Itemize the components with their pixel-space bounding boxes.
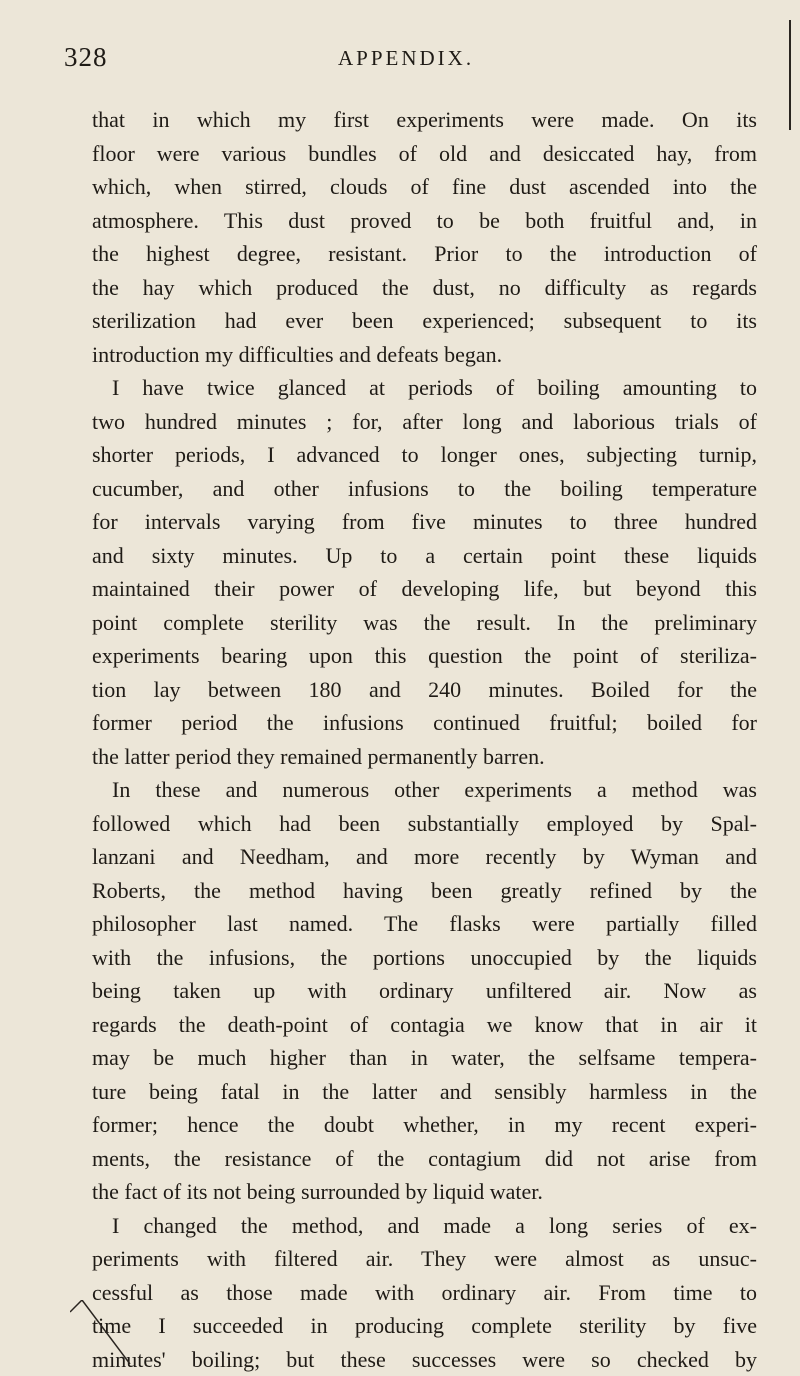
text-line: philosopher last named. The flasks were partially filled <box>92 907 757 941</box>
text-line: former; hence the doubt whether, in my recent experi- <box>92 1108 757 1142</box>
text-line: minutes' boiling; but these successes were so checked by <box>92 1343 757 1376</box>
corner-fold-mark <box>70 1300 150 1364</box>
text-line: cucumber, and other infusions to the boiling temperature <box>92 472 757 506</box>
running-head <box>64 42 754 82</box>
text-line: atmosphere. This dust proved to be both fruitful and, in <box>92 204 757 238</box>
text-line: I have twice glanced at periods of boiling amounting to <box>92 371 757 405</box>
text-line: cessful as those made with ordinary air. From time to <box>92 1276 757 1310</box>
text-line: point complete sterility was the result. In the preliminary <box>92 606 757 640</box>
text-line: the hay which produced the dust, no difficulty as regards <box>92 271 757 305</box>
text-line: time I succeeded in producing complete sterility by five <box>92 1309 757 1343</box>
text-line: may be much higher than in water, the selfsame tempera- <box>92 1041 757 1075</box>
text-line: ture being fatal in the latter and sensibly harmless in the <box>92 1075 757 1109</box>
text-line: shorter periods, I advanced to longer ones, subjecting turnip, <box>92 438 757 472</box>
text-line: lanzani and Needham, and more recently by Wyman and <box>92 840 757 874</box>
text-line: Roberts, the method having been greatly refined by the <box>92 874 757 908</box>
text-line: floor were various bundles of old and desiccated hay, from <box>92 137 757 171</box>
text-line: for intervals varying from five minutes to three hundred <box>92 505 757 539</box>
text-line: that in which my first experiments were made. On its <box>92 103 757 137</box>
text-line: the latter period they remained permanently barren. <box>92 740 757 774</box>
text-line: experiments bearing upon this question the point of steriliza- <box>92 639 757 673</box>
text-line: former period the infusions continued fruitful; boiled for <box>92 706 757 740</box>
text-line: regards the death-point of contagia we know that in air it <box>92 1008 757 1042</box>
text-line: periments with filtered air. They were almost as unsuc- <box>92 1242 757 1276</box>
text-line: with the infusions, the portions unoccupied by the liquids <box>92 941 757 975</box>
text-line: maintained their power of developing life, but beyond this <box>92 572 757 606</box>
text-line: ments, the resistance of the contagium did not arise from <box>92 1142 757 1176</box>
text-line: and sixty minutes. Up to a certain point these liquids <box>92 539 757 573</box>
text-line: I changed the method, and made a long series of ex- <box>92 1209 757 1243</box>
text-line: two hundred minutes ; for, after long and laborious trials of <box>92 405 757 439</box>
text-line: sterilization had ever been experienced; subsequent to its <box>92 304 757 338</box>
running-title: APPENDIX. <box>338 46 474 71</box>
text-line: the fact of its not being surrounded by liquid water. <box>92 1175 757 1209</box>
text-line: which, when stirred, clouds of fine dust ascended into the <box>92 170 757 204</box>
text-line: followed which had been substantially employed by Spal- <box>92 807 757 841</box>
text-line: tion lay between 180 and 240 minutes. Boiled for the <box>92 673 757 707</box>
text-line: being taken up with ordinary unfiltered air. Now as <box>92 974 757 1008</box>
text-line: introduction my difficulties and defeats began. <box>92 338 757 372</box>
body-text <box>92 103 757 1376</box>
page-number: 328 <box>64 42 108 73</box>
text-line: In these and numerous other experiments a method was <box>92 773 757 807</box>
text-line: the highest degree, resistant. Prior to the introduction of <box>92 237 757 271</box>
page-edge-mark <box>787 20 793 130</box>
